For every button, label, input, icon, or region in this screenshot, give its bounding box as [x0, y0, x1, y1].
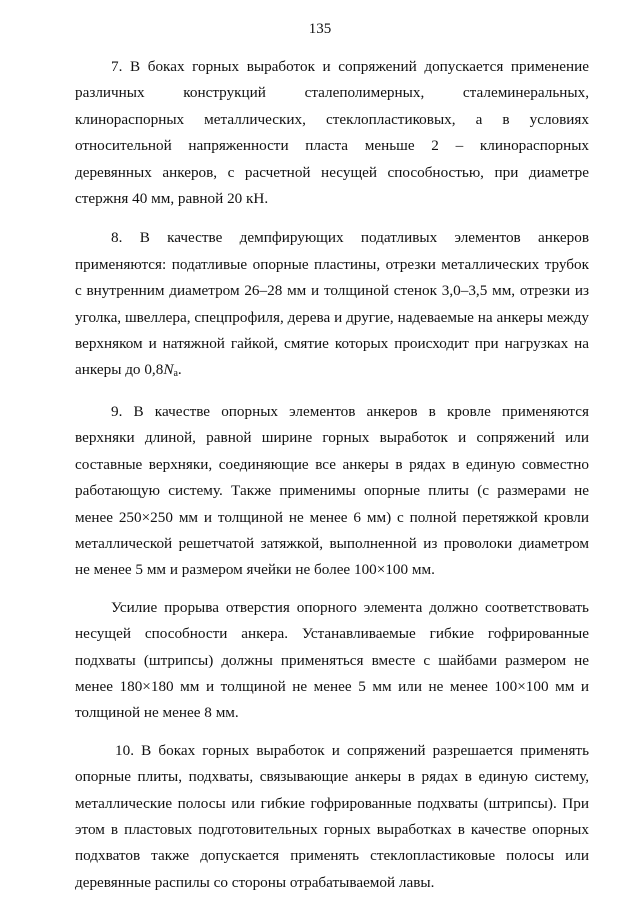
paragraph-9-continuation: Усилие прорыва отверстия опорного элемента должно соответствовать несущей способности анкера. Устанавливаемые гибкие гофрированные подхваты (штрипсы) должны применяться вместе с шайбами размером не менее 180×180 мм и толщиной не менее 5 мм или не менее 100×100 мм и толщиной не менее 8 мм. [75, 598, 589, 722]
page-number: 135 [308, 21, 332, 37]
paragraph-9: 9. В качестве опорных элементов анкеров в кровле применяются верхняки длиной, равной ширине горных выработок и сопряжений или составные верхняки, соединяющие все анкеры в рядах в единую совместно работающую систему. Также применимы опорные плиты (с размерами не менее 250×250 мм и толщиной не менее 6 мм) с полной перетяжкой кровли металлической решетчатой затяжкой, выполненной из проволоки диаметром не менее 5 мм и размером ячейки не более 100×100 мм. [75, 402, 589, 579]
paragraph-8-text: 8. В качестве демпфирующих податливых элементов анкеров применяются: податливые опорные пластины, отрезки металлических трубок с внутренним диаметром 26–28 мм и толщиной стенок 3,0–3,5 мм, отрезки из уголка, швеллера, спецпрофиля, дерева и другие, надеваемые на анкеры между верхняком и натяжной гайкой, смятие которых происходит при нагрузках на анкеры до 0,8 [75, 229, 589, 379]
paragraph-8 [75, 225, 589, 387]
paragraph-8-end: . [177, 361, 182, 379]
load-symbol-subscript: а [173, 368, 178, 380]
paragraph-7: 7. В боках горных выработок и сопряжений допускается применение различных конструкций сталеполимерных, сталеминеральных, клинораспорных металлических, стеклопластиковых, а в условиях относительной напряженности пласта меньше 2 – клинораспорных деревянных анкеров, с расчетной несущей способностью, при диаметре стержня 40 мм, равной 20 кН. [75, 58, 589, 208]
load-symbol: N [163, 361, 174, 379]
paragraph-10: 10. В боках горных выработок и сопряжений разрешается применять опорные плиты, подхваты, связывающие анкеры в рядах в единую систему, металлические полосы или гибкие гофрированные подхваты (штрипсы). При этом в пластовых подготовительных горных выработках в качестве опорных подхватов также допускается применять стеклопластиковые полосы или деревянные распилы со стороны отрабатываемой лавы. [75, 741, 589, 891]
document-body [75, 54, 589, 908]
